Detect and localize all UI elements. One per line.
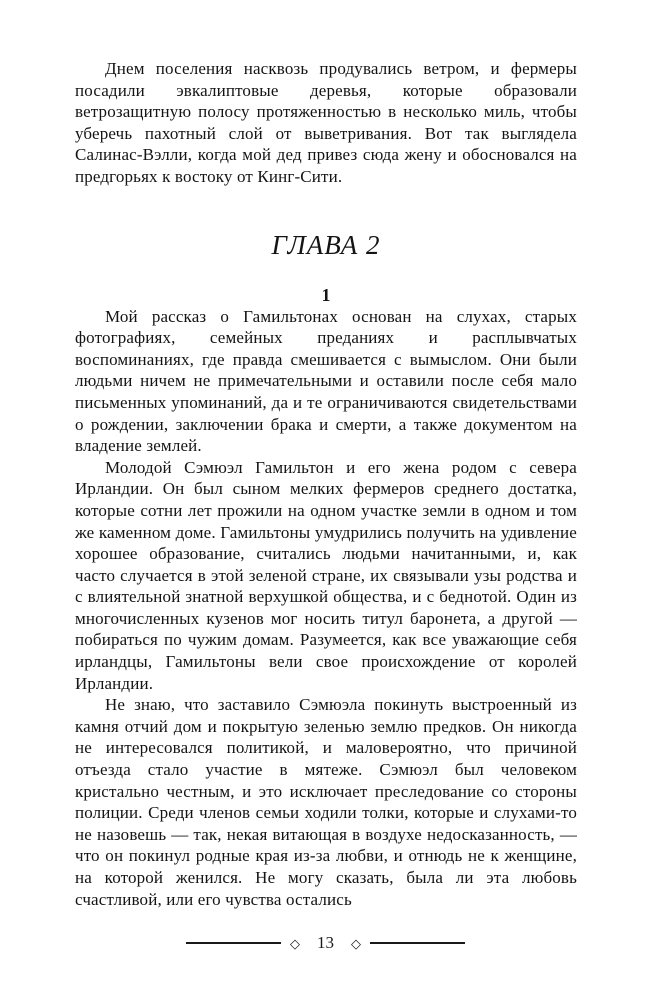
footer-rule-left xyxy=(186,942,281,944)
page-footer xyxy=(0,933,651,953)
text-block xyxy=(75,58,577,910)
footer-rule-right xyxy=(370,942,465,944)
section-number: 1 xyxy=(321,284,331,305)
paragraph: Молодой Сэмюэл Гамильтон и его жена родом с севера Ирландии. Он был сыном мелких фермеров среднего достатка, которые сотни лет прожили на одном участке земли в одном и том же каменном доме. Гамильтоны умудрились получить на удивление хорошее образование, считались людьми начитанными, и, как часто случается в этой зеленой стране, их связывали узы родства и с влиятельной знатной верхушкой общества, и с беднотой. Один из многочисленных кузенов мог носить титул баронета, а другой — побираться по чужим домам. Разумеется, как все уважающие себя ирландцы, Гамильтоны вели свое происхождение от королей Ирландии. xyxy=(75,457,577,693)
chapter-title: ГЛАВА 2 xyxy=(271,229,381,260)
paragraph: Мой рассказ о Гамильтонах основан на слухах, старых фотографиях, семейных преданиях и расплывчатых воспоминаниях, где правда смешивается с вымыслом. Они были людьми ничем не примечательными и оставили после себя мало письменных упоминаний, да и те ограничиваются свидетельствами о рождении, заключении брака и смерти, а также документом на владение землей. xyxy=(75,306,577,456)
paragraph: Не знаю, что заставило Сэмюэла покинуть выстроенный из камня отчий дом и покрытую зеленью землю предков. Он никогда не интересовался политикой, и маловероятно, что причиной отъезда стало участие в мятеже. Сэмюэл был человеком кристально честным, и это исключает преследование со стороны полиции. Среди членов семьи ходили толки, которые и слухами-то не назовешь — так, некая витающая в воздухе недосказанность, — что он покинул родные края из-за любви, и отнюдь не к женщине, на которой женился. Не могу сказать, была ли эта любовь счастливой, или его чувства остались xyxy=(75,695,577,909)
diamond-ornament-icon: ◇ xyxy=(351,935,361,951)
diamond-ornament-icon: ◇ xyxy=(290,935,300,951)
page-number: 13 xyxy=(317,933,334,952)
intro-paragraph: Днем поселения насквозь продувались ветром, и фермеры посадили эвкалиптовые деревья, которые образовали ветрозащитную полосу протяженностью в несколько миль, чтобы уберечь пахотный слой от выветривания. Вот так выглядела Салинас-Вэлли, когда мой дед привез сюда жену и обосновался на предгорьях к востоку от Кинг-Сити. xyxy=(75,59,577,186)
